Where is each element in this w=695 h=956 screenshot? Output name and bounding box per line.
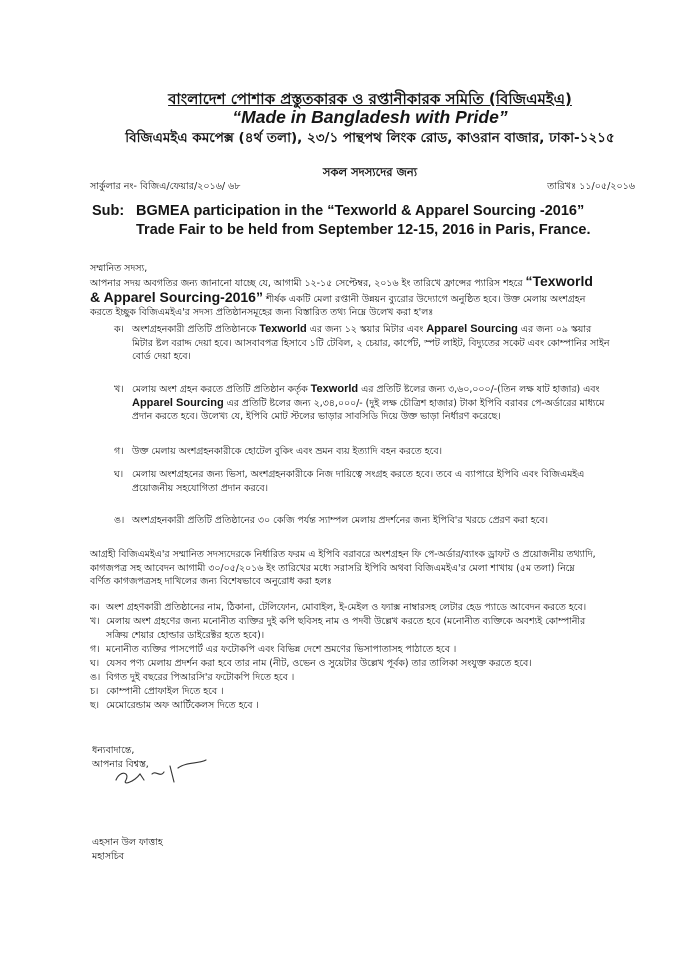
signatory-name: এহসান উল ফাত্তাহ xyxy=(92,837,163,848)
signature-mark xyxy=(108,756,218,790)
subject xyxy=(92,202,612,240)
circular-number: সার্কুলার নং- বিজিএ/ফেয়ার/২০১৬/ ৬৮ xyxy=(90,181,241,192)
document-item: খ। মেলায় অংশ গ্রহণের জন্য মনোনীত ব্যক্তির দুই কপি ছবিসহ নাম ও পদবী উল্লেখ করতে হবে (মনোনীত ব্যক্তিকে অবশ্যই কোম্পানীর xyxy=(90,616,586,627)
document-item: ক। অংশ গ্রহণকারী প্রতিষ্ঠানের নাম, ঠিকানা, টেলিফোন, মোবাইল, ই-মেইল ও ফ্যাক্স নাম্বারসহ লেটার হেড প্যাডে আবেদন করতে হবে। xyxy=(90,602,587,613)
application-paragraph: আগ্রহী বিজিএমইএ'র সম্মানিত সদস্যদেরকে নির্ধারিত ফরম এ ইপিবি বরাবরে অংশগ্রহন ফি পে-অর্ডার/ব্যাংক ড্রাফট ও প্রয়োজনীয় তথ্যাদি, কাগজপত্র সহ আবেদন আগামী ৩০/০৫/২০১৬ ইং তারিখের মধ্যে সরাসরি ইপিবি অথবা বিজিএমইএ'র মেলা শাখায় (৫ম তলা) নিম্নে বর্ণিত কাগজপত্রসহ দাখিলের জন্য বিশেষভাবে অনুরোধ করা হলঃ xyxy=(90,549,596,587)
document-item: সক্রিয় শেয়ার হোল্ডার ডাইরেক্টর হতে হবে)। xyxy=(106,630,265,641)
subject-label: Sub: xyxy=(92,203,125,219)
subject-text: BGMEA participation in the “Texworld & Apparel Sourcing -2016” Trade Fair to be held from September 12-15, 2016 in Paris, France. xyxy=(136,203,591,238)
org-name: বাংলাদেশ পোশাক প্রস্তুতকারক ও রপ্তানীকারক সমিতি (বিজিএমইএ) xyxy=(168,90,572,108)
closing-yours: আপনার বিশ্বস্ত, xyxy=(92,758,149,770)
signatory xyxy=(92,836,163,863)
document-item: ঙ। বিগত দুই বছরের পিআরসি'র ফটোকপি দিতে হবে । xyxy=(90,672,295,683)
document-item: ছ। মেমোরেন্ডাম অফ আর্টিকেলস দিতে হবে । xyxy=(90,700,259,711)
list-item: ঙ। অংশগ্রহনকারী প্রতিটি প্রতিষ্ঠানের ৩০ কেজি পর্যন্ত স্যাম্পল মেলায় প্রদর্শনের জন্য ইপিবি'র খরচে প্রেরণ করা হবে। xyxy=(114,515,548,526)
list-item: খ। মেলায় অংশ গ্রহন করতে প্রতিটি প্রতিষ্ঠান কর্তৃক Texworld এর প্রতিটি ষ্টলের জন্য ৩,৬০,০০০/-(তিন লক্ষ ষাট হাজার) এবং Apparel Sourcing এর প্রতিটি ষ্টলের জন্য ২,৩৪,০০০/- (দুই লক্ষ চৌত্রিশ হাজার) টাকা ইপিবি বরাবর পে-অর্ডারের মাধ্যমে প্রদান করতে হবে। উলেখ্য যে, ইপিবি মোট স্টলের ভাড়ার সাবসিডি দিয়ে উক্ত ভাড়া নির্ধারণ করেছে। xyxy=(114,383,605,422)
recipient-line: সকল সদস্যদের জন্য xyxy=(322,165,418,179)
list-item: ক। অংশগ্রহনকারী প্রতিটি প্রতিষ্ঠানকে Texworld এর জন্য ১২ স্কয়ার মিটার এবং Apparel Sourcing এর জন্য ০৯ স্কয়ার মিটার ষ্টল বরাদ্দ দেয়া হবে। আসবাবপত্র হিসাবে ১টি টেবিল, ২ চেয়ার, কার্পেট, স্পট লাইট, বিদ্যুতের সকেট এবং কোম্পানির সাইন বোর্ড দেয়া হবে। xyxy=(114,323,610,362)
salutation: সম্মানিত সদস্য, xyxy=(90,263,148,274)
closing-thanks: ধন্যবাদান্তে, xyxy=(92,745,135,756)
tagline: “Made in Bangladesh with Pride” xyxy=(232,107,508,127)
intro-paragraph: আপনার সদয় অবগতির জন্য জানানো যাচ্ছে যে, আগামী ১২-১৫ সেপ্টেম্বর, ২০১৬ ইং তারিখে ফ্রান্সের প্যারিস শহরে “Texworld & Apparel Sourcing-2016” শীর্ষক একটি মেলা রপ্তানী উন্নয়ন ব্যুরোর উদ্যোগে অনুষ্ঠিত হবে। উক্ত মেলায় অংশগ্রহন করতে ইচ্ছুক বিজিএমইএ'র সদস্য প্রতিষ্ঠানসমূহের জন্য বিস্তারিত তথ্য নিম্নে উলেখ করা হ'লঃ xyxy=(90,273,593,318)
event-name: “Texworld & Apparel Sourcing-2016” xyxy=(90,273,593,305)
signatory-title: মহাসচিব xyxy=(92,850,125,862)
document-item: ঘ। যেসব পণ্য মেলায় প্রদর্শন করা হবে তার নাম (নীট, ওভেন ও সুয়েটার উল্লেখ পূর্বক) তার তালিকা সংযুক্ত করতে হবে। xyxy=(90,658,532,669)
document-item: চ। কোম্পানী প্রোফাইল দিতে হবে । xyxy=(90,686,224,697)
list-item: গ। উক্ত মেলায় অংশগ্রহনকারীকে হোটেল বুকিং এবং ভ্রমন ব্যয় ইত্যাদি বহন করতে হবে। xyxy=(114,446,442,457)
list-item: ঘ। মেলায় অংশগ্রহনের জন্য ভিসা, অংশগ্রহনকারীকে নিজ দায়িত্বে সংগ্রহ করতে হবে। তবে এ ব্যাপারে ইপিবি এবং বিজিএমইএ প্রয়োজনীয় সহযোগিতা প্রদান করবে। xyxy=(114,469,585,494)
circular-date: তারিখঃ ১১/০৫/২০১৬ xyxy=(547,181,635,192)
document-item: গ। মনোনীত ব্যক্তির পাসপোর্ট এর ফটোকপি এবং বিভিন্ন দেশে ভ্রমণের ভিসাপাতাসহ পাঠাতে হবে । xyxy=(90,644,457,655)
org-address: বিজিএমইএ কমপেক্স (৪র্থ তলা), ২৩/১ পান্থপথ লিংক রোড, কাওরান বাজার, ঢাকা-১২১৫ xyxy=(125,130,615,146)
documents-list xyxy=(90,601,610,713)
